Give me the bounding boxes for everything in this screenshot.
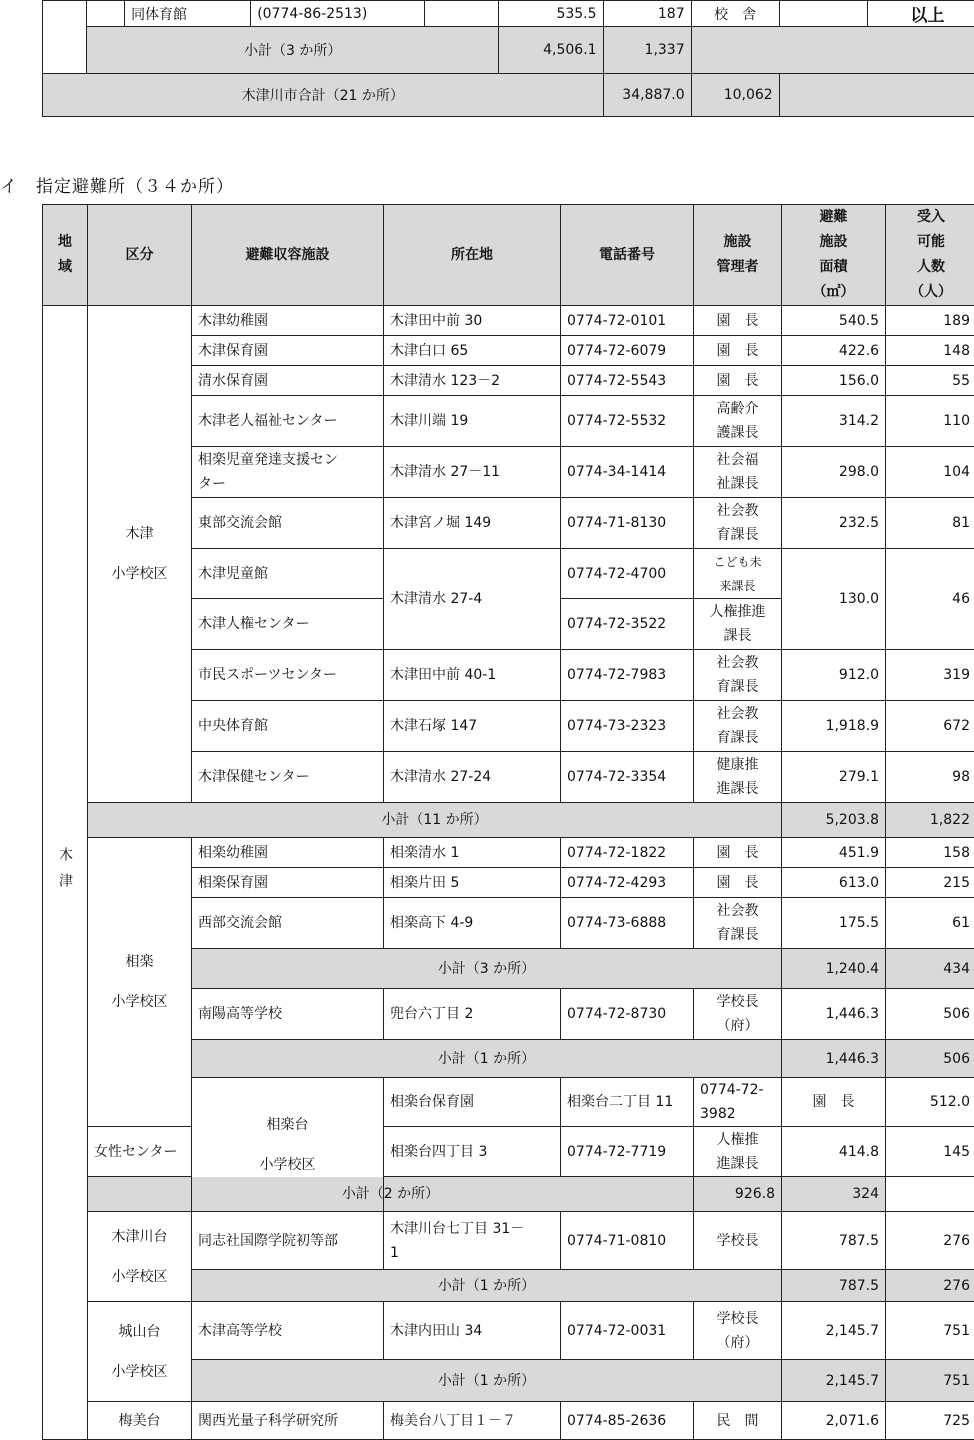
subtotal-capacity: 276 [886,1270,974,1302]
phone-number: 0774-72-0031 [561,1302,694,1360]
address: 木津田中前 40-1 [384,650,561,701]
phone-number: 0774-71-8130 [561,498,694,549]
phone-number: 0774-72-8730 [561,989,694,1040]
facility-name: 市民スポーツセンター [192,650,384,701]
address: 木津宮ノ堀 149 [384,498,561,549]
total-area: 34,887.0 [603,74,691,117]
header-district: 区分 [88,205,192,306]
manager: 社会教 育課長 [694,898,782,949]
total-capacity: 10,062 [691,74,779,117]
capacity-value: 55 [886,366,974,396]
area-value: 314.2 [782,396,886,447]
capacity-value: 215 [886,868,974,898]
area-value: 298.0 [782,447,886,498]
district-label: 梅美台 [88,1402,192,1440]
subtotal-label: 小計（3 か所） [192,949,782,989]
subtotal-capacity: 1,337 [603,27,691,74]
address: 木津清水 123－2 [384,366,561,396]
header-row [43,205,974,306]
address: 梅美台八丁目１－７ [384,1402,561,1440]
area-value: 1,446.3 [782,989,886,1040]
region-label: 木津 [43,306,88,1440]
facility-name: 同体育館 [125,1,251,27]
subtotal-capacity: 324 [782,1177,886,1212]
table-row [43,1302,974,1360]
phone-number: 0774-72-5543 [561,366,694,396]
subtotal-capacity: 506 [886,1040,974,1078]
subtotal-label: 小計（1 か所） [192,1360,782,1402]
subtotal-area: 787.5 [782,1270,886,1302]
header-address: 所在地 [384,205,561,306]
area-value: 912.0 [782,650,886,701]
capacity-value: 672 [886,701,974,752]
manager: 学校長 [694,1212,782,1270]
table-row [43,1,974,27]
capacity-value: 725 [886,1402,974,1440]
capacity-value: 110 [886,396,974,447]
district-label: 相楽台 小学校区 [192,1078,384,1212]
phone-number: 0774-72-6079 [561,336,694,366]
phone-number: 0774-72-0101 [561,306,694,336]
address: 木津清水 27-4 [384,549,561,650]
manager: 高齢介 護課長 [694,396,782,447]
address: 木津田中前 30 [384,306,561,336]
facility-name: 木津児童館 [192,549,384,599]
facility-name: 相楽台保育園 [384,1078,561,1127]
subtotal-capacity: 434 [886,949,974,989]
subtotal-label: 小計（2 か所） [88,1177,694,1212]
address: 木津白口 65 [384,336,561,366]
area-value: 279.1 [782,752,886,803]
manager: こども未 来課長 [694,549,782,599]
end-note: 以上 [867,1,974,27]
address: 木津川端 19 [384,396,561,447]
subtotal-area: 5,203.8 [782,803,886,838]
subtotal-area: 926.8 [694,1177,782,1212]
area-value: 414.8 [782,1127,886,1177]
subtotal-label: 小計（3 か所） [87,27,499,74]
header-manager: 施設 管理者 [694,205,782,306]
address: 木津川台七丁目 31－ 1 [384,1212,561,1270]
phone-number: 0774-72-4293 [561,868,694,898]
previous-section-table [42,0,974,117]
capacity-value: 148 [886,336,974,366]
subtotal-area: 2,145.7 [782,1360,886,1402]
header-region: 地 域 [43,205,88,306]
district-label: 相楽 小学校区 [88,838,192,1127]
manager: 社会教 育課長 [694,701,782,752]
area-value: 156.0 [782,366,886,396]
capacity-value: 98 [886,752,974,803]
phone-number: 0774-72-3354 [561,752,694,803]
phone-number: 0774-72-1822 [561,838,694,868]
address: 木津清水 27－11 [384,447,561,498]
capacity-value: 319 [886,650,974,701]
facility-name: 木津人権センター [192,599,384,650]
phone-number: 0774-72-7983 [561,650,694,701]
table-row [43,1127,974,1177]
area-value: 2,145.7 [782,1302,886,1360]
capacity-value: 187 [603,1,691,27]
area-value: 175.5 [782,898,886,949]
manager: 校 舎 [691,1,779,27]
manager: 社会教 育課長 [694,650,782,701]
table-row [43,838,974,868]
subtotal-row [43,1177,974,1212]
subtotal-area: 1,240.4 [782,949,886,989]
manager: 民 間 [694,1402,782,1440]
facility-name: 関西光量子科学研究所 [192,1402,384,1440]
manager: 園 長 [694,336,782,366]
capacity-value: 751 [886,1302,974,1360]
address: 木津内田山 34 [384,1302,561,1360]
facility-name: 西部交流会館 [192,898,384,949]
subtotal-area: 1,446.3 [782,1040,886,1078]
manager: 学校長 （府） [694,989,782,1040]
header-area: 避難 施設 面積 （㎡） [782,205,886,306]
facility-name: 相楽幼稚園 [192,838,384,868]
manager: 園 長 [782,1078,886,1127]
table-row [43,1402,974,1440]
manager: 社会福 祉課長 [694,447,782,498]
area-value: 422.6 [782,336,886,366]
area-value: 130.0 [782,549,886,650]
manager: 人権推 進課長 [694,1127,782,1177]
phone-number: 0774-72-4700 [561,549,694,599]
facility-name: 相楽保育園 [192,868,384,898]
subtotal-area: 4,506.1 [499,27,603,74]
capacity-value: 189 [886,306,974,336]
address: 相楽片田 5 [384,868,561,898]
header-capacity: 受入 可能 人数 （人） [886,205,974,306]
capacity-value: 61 [886,898,974,949]
phone-number: 0774-72-3522 [561,599,694,650]
header-phone: 電話番号 [561,205,694,306]
facility-name: 木津保健センター [192,752,384,803]
area-value: 512.0 [886,1078,974,1127]
section-heading: イ 指定避難所（３４か所） [0,172,234,197]
facility-name: 女性センター [88,1127,192,1177]
address: 相楽高下 4-9 [384,898,561,949]
area-value: 535.5 [499,1,603,27]
area-value: 613.0 [782,868,886,898]
capacity-value: 104 [886,447,974,498]
subtotal-row [43,27,974,74]
capacity-value: 158 [886,838,974,868]
facility-name: 東部交流会館 [192,498,384,549]
manager: 園 長 [694,868,782,898]
table-row [43,1212,974,1270]
area-value: 1,918.9 [782,701,886,752]
address: 相楽台四丁目 3 [384,1127,561,1177]
address: 相楽台二丁目 11 [561,1078,694,1127]
subtotal-capacity: 751 [886,1360,974,1402]
area-value: 540.5 [782,306,886,336]
phone-number: 0774-72-5532 [561,396,694,447]
phone-number: 0774-34-1414 [561,447,694,498]
subtotal-label: 小計（1 か所） [192,1270,782,1302]
manager: 園 長 [694,366,782,396]
total-row [43,74,974,117]
capacity-value: 276 [886,1212,974,1270]
district-label: 城山台 小学校区 [88,1302,192,1402]
facility-name: 南陽高等学校 [192,989,384,1040]
manager: 人権推進 課長 [694,599,782,650]
address: 木津清水 27-24 [384,752,561,803]
phone-number: 0774-73-6888 [561,898,694,949]
area-value: 2,071.6 [782,1402,886,1440]
subtotal-label: 小計（1 か所） [192,1040,782,1078]
phone-number: 0774-72-3982 [694,1078,782,1127]
area-value: 232.5 [782,498,886,549]
total-label: 木津川市合計（21 か所） [43,74,604,117]
subtotal-label: 小計（11 か所） [88,803,782,838]
capacity-value: 145 [886,1127,974,1177]
district-label: 木津川台 小学校区 [88,1212,192,1302]
capacity-value: 506 [886,989,974,1040]
shelter-table [42,204,974,1440]
capacity-value: 46 [886,549,974,650]
address: 木津石塚 147 [384,701,561,752]
area-value: 787.5 [782,1212,886,1270]
header-facility: 避難収容施設 [192,205,384,306]
capacity-value: 81 [886,498,974,549]
facility-name: 中央体育館 [192,701,384,752]
facility-name: 木津高等学校 [192,1302,384,1360]
address: 兜台六丁目 2 [384,989,561,1040]
phone-number: (0774-86-2513) [251,1,425,27]
facility-name: 相楽児童発達支援セン ター [192,447,384,498]
table-row [43,306,974,336]
phone-number: 0774-71-0810 [561,1212,694,1270]
district-label: 木津 小学校区 [88,306,192,803]
manager: 学校長 （府） [694,1302,782,1360]
address: 相楽清水 1 [384,838,561,868]
facility-name: 木津保育園 [192,336,384,366]
manager: 社会教 育課長 [694,498,782,549]
facility-name: 清水保育園 [192,366,384,396]
facility-name: 同志社国際学院初等部 [192,1212,384,1270]
subtotal-capacity: 1,822 [886,803,974,838]
manager: 園 長 [694,306,782,336]
facility-name: 木津老人福祉センター [192,396,384,447]
phone-number: 0774-73-2323 [561,701,694,752]
phone-number: 0774-72-7719 [561,1127,694,1177]
area-value: 451.9 [782,838,886,868]
manager: 園 長 [694,838,782,868]
phone-number: 0774-85-2636 [561,1402,694,1440]
subtotal-row [43,803,974,838]
manager: 健康推 進課長 [694,752,782,803]
facility-name: 木津幼稚園 [192,306,384,336]
